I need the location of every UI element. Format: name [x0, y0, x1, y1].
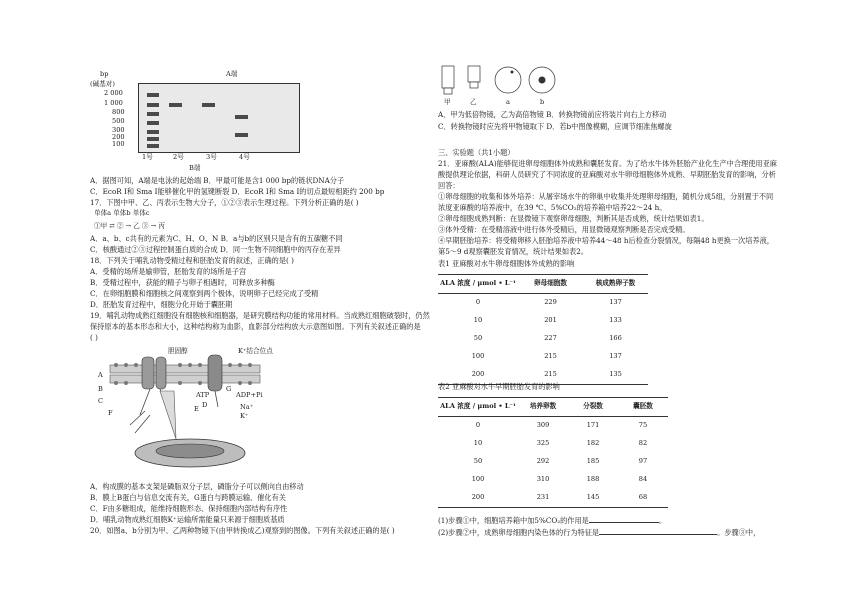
- table-cell: 137: [609, 352, 622, 361]
- gel-unit-label: bp: [100, 70, 109, 78]
- answer-blank[interactable]: [589, 522, 659, 523]
- table-cell: 309: [536, 421, 550, 430]
- tick-label: 800: [112, 108, 125, 116]
- label-atp: ATP: [196, 391, 210, 399]
- table-row: [438, 453, 668, 471]
- marker-band: [147, 93, 159, 97]
- table2-caption: 表2 亚麻酸对水牛早期胚胎发育的影响: [438, 382, 560, 391]
- q21-subq-1: [438, 516, 666, 526]
- table-cell: 200: [471, 493, 485, 502]
- objective-diagram: [438, 62, 568, 98]
- q21-line-1: 21．亚麻酸(ALA)能够促进卵母细胞体外成熟和囊胚发育。为了给水牛体外胚胎产业化生产中合理使用亚麻: [438, 159, 777, 168]
- table-cell: 137: [609, 298, 622, 307]
- section-heading: 三、实验题（共1小题）: [438, 148, 515, 157]
- objective-figure: [438, 62, 568, 104]
- marker-band: [147, 121, 159, 125]
- table-row: [438, 417, 668, 436]
- table-cell: 68: [638, 493, 648, 502]
- q18-option-c: C．在卵细胞膜和细胞核之间观察到两个极体，说明卵子已经完成了受精: [90, 289, 319, 298]
- label-b: B: [98, 385, 103, 393]
- table-cell: 10: [473, 316, 483, 325]
- marker-band: [147, 112, 159, 116]
- label-k: K⁺: [240, 412, 249, 420]
- q21-subq-1-text: (1)步骤①中，细胞培养箱中加5%CO₂的作用是: [438, 516, 589, 525]
- table2: [438, 397, 668, 508]
- lane4-band-800: [235, 115, 248, 119]
- table-cell: 100: [471, 475, 485, 484]
- tick-label: 1 000: [104, 99, 123, 107]
- table-cell: 171: [586, 421, 600, 430]
- table-cell: 97: [638, 457, 648, 466]
- table-cell: 215: [544, 370, 557, 379]
- label-yi: 乙: [470, 98, 477, 106]
- gel-frame: [138, 83, 300, 153]
- table-row: [438, 348, 648, 366]
- table-cell: 292: [536, 457, 550, 466]
- gel-top-label: A端: [226, 70, 238, 78]
- q21-line-8: ④早期胚胎培养：将受精卵移入胚胎培养液中培养44～48 h后检查分裂情况，每隔48 h更换一次培养液，: [438, 236, 774, 245]
- marker-band: [147, 137, 159, 141]
- q19-option-d: D．哺乳动物成熟红细胞K⁺运输所需能量只来源于细胞质基质: [90, 515, 285, 524]
- table2-header-row: [438, 398, 668, 417]
- q21-subq-2-tail: 。步骤③中，: [717, 528, 761, 537]
- q21-line-4: ①卵母细胞的收集和体外培养：从屠宰场水牛的卵巢中收集并处理卵母细胞，随机分成5组，分别置于不同: [438, 192, 774, 201]
- table-row: [438, 471, 668, 489]
- label-k-binding-site: K⁺结合位点: [238, 347, 273, 355]
- q17-monomer-labels: 单体a 单体b 单体c: [94, 209, 150, 217]
- table1-header: ALA 浓度 / μmol • L⁻¹: [440, 279, 516, 288]
- gel-bottom-label: B端: [189, 164, 201, 172]
- table-cell: 133: [609, 316, 622, 325]
- label-jia: 甲: [444, 98, 451, 106]
- label-a: A: [98, 371, 103, 379]
- table-cell: 227: [544, 334, 557, 343]
- gel-marker-label: (碱基对): [90, 80, 115, 88]
- q19-stem-1: 19．哺乳动物成熟红细胞没有细胞核和细胞器，是研究膜结构功能的常用材料。当成熟红细胞破裂时，仍然: [90, 311, 430, 320]
- table-cell: 135: [609, 370, 622, 379]
- table-cell: 182: [586, 439, 600, 448]
- table-cell: 75: [638, 421, 648, 430]
- label-a-image: a: [506, 98, 510, 106]
- lane-label: 1号: [142, 153, 153, 161]
- table1-header: 核成熟卵子数: [595, 279, 636, 288]
- tick-label: 100: [112, 140, 125, 148]
- table-cell: 215: [544, 352, 557, 361]
- table-cell: 200: [471, 370, 485, 379]
- q17-flow: ①甲 ⇄ ② → 乙 ③ → 丙: [94, 222, 165, 230]
- lane-label: 3号: [206, 153, 217, 161]
- q21-line-3: 回答：: [438, 181, 460, 190]
- q19-option-a: A．构成膜的基本支架是磷脂双分子层，磷脂分子可以侧向自由移动: [90, 482, 304, 491]
- membrane-diagram: [90, 345, 290, 475]
- q21-subq-2: [438, 528, 760, 538]
- q17-option-ab: A．a、b、c共有的元素为C、H、O、N B．a与b的区别只是含有的五碳糖不同: [90, 234, 343, 243]
- label-f: F: [108, 409, 113, 417]
- q19-stem-2: 保持原本的基本形态和大小，这种结构称为血影，血影部分结构放大示意图如图。下列有关叙述正确的是: [90, 322, 421, 331]
- table1: [438, 274, 648, 385]
- table-cell: 50: [473, 457, 483, 466]
- table-cell: 145: [586, 493, 600, 502]
- tick-label: 500: [112, 117, 125, 125]
- q16-option-cd: C．EcoR Ⅰ和 Sma Ⅰ能够催化甲的氢键断裂 D．EcoR Ⅰ和 Sma Ⅰ的切点最短相距约 200 bp: [90, 187, 385, 196]
- table-cell: 325: [536, 439, 550, 448]
- table2-header: 分裂数: [583, 402, 603, 411]
- table-cell: 188: [586, 475, 600, 484]
- label-b-image: b: [540, 98, 545, 106]
- label-na: Na⁺: [240, 403, 254, 411]
- table-cell: 50: [473, 334, 483, 343]
- table2-header: 培养卵数: [529, 402, 557, 411]
- marker-band: [147, 130, 159, 134]
- q21-line-9: 第5～9 d观察囊胚发育情况，统计结果如表2。: [438, 247, 588, 256]
- table-cell: 166: [609, 334, 622, 343]
- lane-label: 4号: [239, 153, 250, 161]
- answer-blank[interactable]: [599, 534, 717, 535]
- label-c: C: [98, 397, 104, 405]
- q18-option-b: B．受精过程中，获能的精子与卵子相遇时，可释放多种酶: [90, 278, 275, 287]
- table-row: [438, 489, 668, 508]
- label-cholesterol: 胆固醇: [168, 347, 188, 355]
- table-cell: 231: [536, 493, 550, 502]
- lane4-band-200: [235, 133, 248, 137]
- q21-line-2: 酸提供理论依据，科研人员研究了不同浓度的亚麻酸对水牛卵母细胞体外成熟、早期胚胎发育的影响，分析: [438, 170, 776, 179]
- q20-option-ab: A．甲为低倍物镜，乙为高倍物镜 B．转换物镜前应将装片向右上方移动: [438, 110, 667, 119]
- q19-stem-3: ( ): [90, 333, 98, 342]
- q17-stem: 17．下图中甲、乙、丙表示生物大分子，①②③表示生理过程。下列分析正确的是( ): [90, 198, 359, 207]
- marker-band: [147, 103, 159, 107]
- tick-label: 300: [112, 126, 125, 134]
- label-g: G: [226, 385, 232, 393]
- period: 。: [658, 516, 667, 525]
- q16-option-ab: A．据图可知，A端是电泳的起始端 B．甲最可能是含1 000 bp的链状DNA分子: [90, 176, 345, 185]
- table2-header: 囊胚数: [633, 402, 653, 411]
- table-cell: 0: [475, 421, 481, 430]
- table1-header: 卵母细胞数: [534, 279, 567, 288]
- label-e: E: [194, 405, 199, 413]
- table-cell: 0: [475, 298, 481, 307]
- table-row: [438, 330, 648, 348]
- q21-line-7: ③体外受精：在受精溶液中进行体外受精后，用显微镜观察判断是否完成受精。: [438, 225, 690, 234]
- q20-stem: 20．如图a、b分别为甲、乙两种物镜下(由甲转换成乙)观察到的图像。下列有关叙述正确的是( ): [90, 526, 395, 535]
- q21-line-6: ②卵母细胞成熟判断：在显微镜下观察卵母细胞，判断其是否成熟，统计结果如表1。: [438, 214, 709, 223]
- table1-header-row: [438, 275, 648, 294]
- table1-caption: 表1 亚麻酸对水牛卵母细胞体外成熟的影响: [438, 259, 575, 268]
- table-cell: 10: [473, 439, 483, 448]
- table-cell: 229: [544, 298, 557, 307]
- lane2-band: [169, 103, 182, 107]
- table-cell: 201: [544, 316, 557, 325]
- q21-subq-2-text: (2)步骤②中，成熟卵母细胞内染色体的行为特征是: [438, 528, 600, 537]
- q18-option-d: D．胚胎发育过程中，细胞分化开始于囊胚期: [90, 300, 233, 309]
- q19-option-c: C．F由多糖组成，能维持细胞形态、保持细胞内部结构有序性: [90, 504, 288, 513]
- table-row: [438, 312, 648, 330]
- table-cell: 100: [471, 352, 485, 361]
- table-row: [438, 435, 668, 453]
- lane-label: 2号: [173, 153, 184, 161]
- lane3-band: [202, 103, 215, 107]
- q18-stem: 18．下列关于哺乳动物受精过程和胚胎发育的叙述，正确的是( ): [90, 256, 294, 265]
- marker-band: [147, 144, 159, 148]
- label-adp-pi: ADP+Pi: [236, 391, 263, 399]
- table2-header: ALA 浓度 / μmol • L⁻¹: [440, 402, 516, 411]
- q19-option-b: B．膜上B蛋白与信息交流有关，G蛋白与跨膜运输、催化有关: [90, 493, 286, 502]
- membrane-figure: [90, 345, 290, 475]
- tick-label: 2 000: [104, 89, 123, 97]
- table-row: [438, 294, 648, 313]
- table-cell: 82: [638, 439, 648, 448]
- table-cell: 185: [586, 457, 600, 466]
- q20-option-cd: C．转换物镜时应先将甲物镜取下 D．若b中图像模糊，应调节细准焦螺旋: [438, 122, 672, 131]
- table-cell: 84: [638, 475, 648, 484]
- label-d: D: [202, 401, 208, 409]
- tick-label: 200: [112, 133, 125, 141]
- q21-line-5: 浓度亚麻酸的培养液中，在39 ℃、5%CO₂的培养箱中培养22～24 h。: [438, 203, 667, 212]
- q18-option-a: A．受精的场所是输卵管，胚胎发育的场所是子宫: [90, 267, 247, 276]
- table-cell: 310: [536, 475, 550, 484]
- q17-option-cd: C．核酸通过②③过程控制蛋白质的合成 D．同一生物不同细胞中的丙存在差异: [90, 245, 341, 254]
